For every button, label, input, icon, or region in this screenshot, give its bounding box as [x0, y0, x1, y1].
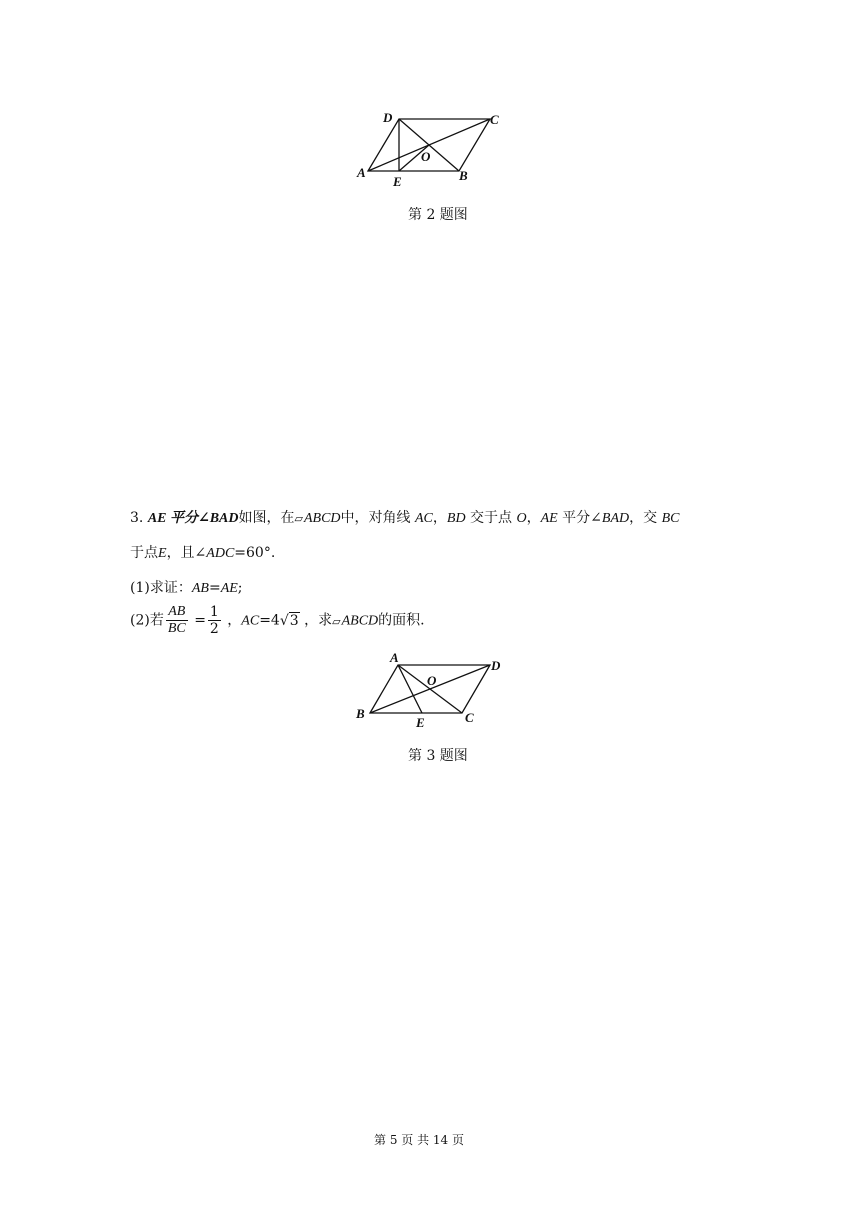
problem-3-part-1: (1)求证：AB=AE; [130, 580, 243, 596]
figure-2-diagram [350, 105, 510, 190]
parallelogram-symbol: ▱ [294, 512, 303, 525]
problem-number: 3. [130, 510, 144, 526]
parallelogram-symbol-2: ▱ [332, 614, 341, 628]
fig3-label-c: C [465, 710, 474, 725]
problem-3-part-2: (2)若 $\frac{AB}{BC}$ = $\frac{1}{2}$ ，AC=4√3 ，求▱ABCD的面积. [130, 604, 425, 637]
fig2-label-d: D [383, 110, 393, 125]
fig2-label-a: A [357, 165, 366, 180]
page-footer: 第 5 页 共 14 页 [374, 1133, 464, 1147]
problem-highlight: AE 平分∠BAD [147, 511, 239, 526]
fig2-label-c: C [490, 112, 499, 127]
fig3-label-d: D [491, 658, 501, 673]
fig2-label-b: B [459, 168, 468, 183]
fig3-label-o: O [427, 673, 437, 688]
fig3-label-b: B [356, 706, 365, 721]
fig2-label-e: E [393, 174, 402, 189]
figure-3-diagram [350, 647, 510, 732]
figure-2-caption: 第 2 题图 [408, 207, 468, 223]
figure-3-caption: 第 3 题图 [408, 748, 468, 764]
fig3-label-e: E [416, 715, 425, 730]
sqrt-expression: √3 [279, 612, 299, 629]
fraction-ab-bc: $\frac{AB}{BC}$ [167, 604, 186, 636]
problem-3-line-1: 3. AE 平分∠BAD如图，在▱ABCD中，对角线 AC，BD 交于点 O，AE 平分∠BAD，交 BC [130, 510, 680, 526]
problem-3-line-2: 于点E，且∠ADC=60°. [130, 545, 276, 561]
fig2-label-o: O [421, 149, 431, 164]
fraction-one-half: $\frac{1}{2}$ [209, 604, 219, 637]
fig3-label-a: A [390, 650, 399, 665]
